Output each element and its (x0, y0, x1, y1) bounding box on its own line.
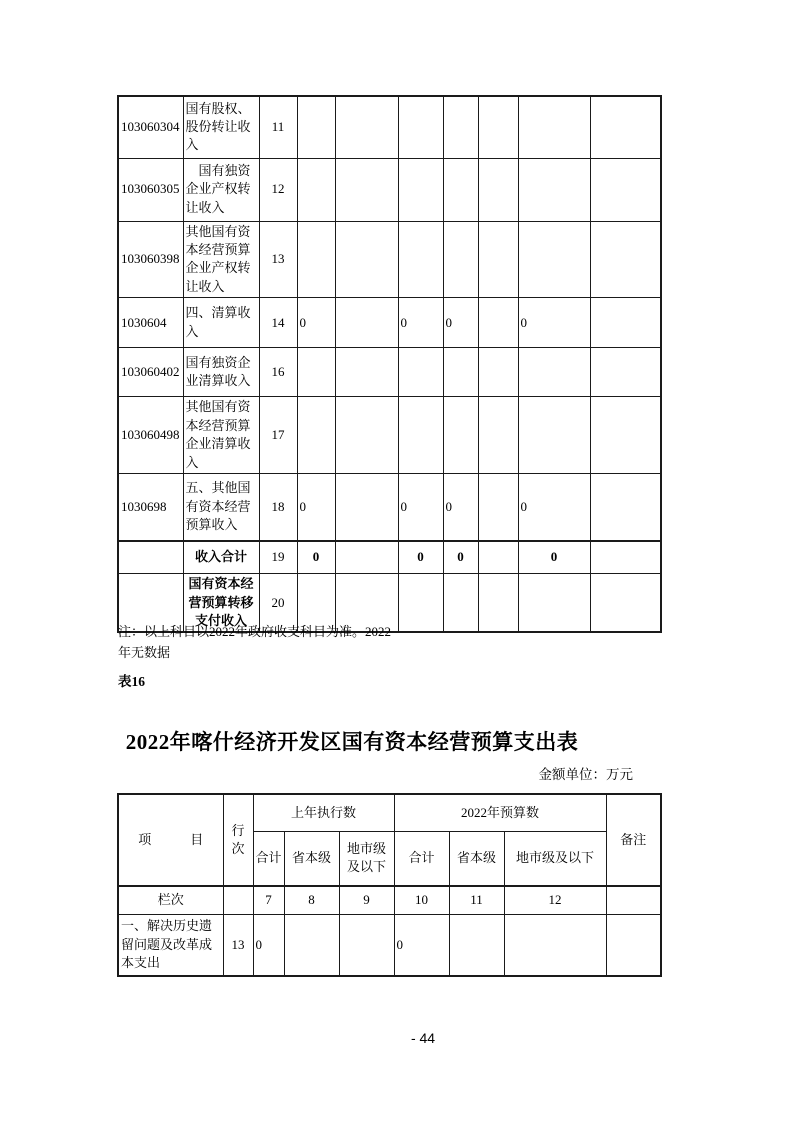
item-name-cell: 国有股权、股份转让收入 (183, 96, 259, 158)
value-cell-2 (335, 348, 398, 397)
value-cell-4 (443, 574, 478, 633)
value-cell-4: 0 (394, 914, 449, 976)
value-cell-3 (398, 221, 443, 298)
value-cell-2 (335, 221, 398, 298)
value-cell-4 (443, 158, 478, 221)
expense-table-row (118, 914, 661, 976)
remark-cell (590, 221, 661, 298)
line-no-cell: 19 (259, 541, 297, 574)
line-no-cell: 16 (259, 348, 297, 397)
value-cell-2 (335, 96, 398, 158)
value-cell-2 (335, 298, 398, 348)
income-table (117, 95, 662, 633)
value-cell-2 (284, 914, 339, 976)
header-budget-2022-cell: 2022年预算数 (394, 794, 606, 831)
value-cell-2 (335, 541, 398, 574)
value-cell-6 (504, 914, 606, 976)
code-cell: 103060398 (118, 221, 183, 298)
value-cell-1 (297, 397, 335, 474)
lanci-col9-cell: 9 (339, 886, 394, 914)
value-cell-3 (398, 96, 443, 158)
header-2022-total-cell: 合计 (394, 831, 449, 886)
header-2022-city-cell: 地市级及以下 (504, 831, 606, 886)
code-cell: 103060498 (118, 397, 183, 474)
value-cell-5 (478, 158, 518, 221)
value-cell-1: 0 (297, 541, 335, 574)
value-cell-2 (335, 474, 398, 541)
line-no-cell: 13 (223, 914, 253, 976)
code-cell: 103060402 (118, 348, 183, 397)
value-cell-4 (443, 397, 478, 474)
header-item-cell: 项 目 (118, 794, 223, 886)
item-name-cell: 国有独资企业产权转让收入 (183, 158, 259, 221)
value-cell-3: 0 (398, 298, 443, 348)
remark-cell (590, 574, 661, 633)
line-no-cell: 11 (259, 96, 297, 158)
lanci-empty-cell (223, 886, 253, 914)
value-cell-6: 0 (518, 541, 590, 574)
remark-cell (590, 474, 661, 541)
code-cell: 103060305 (118, 158, 183, 221)
header-line-no-cell: 行次 (223, 794, 253, 886)
value-cell-1 (297, 96, 335, 158)
income-table-row (118, 348, 661, 397)
line-no-cell: 13 (259, 221, 297, 298)
value-cell-3 (398, 158, 443, 221)
value-cell-6 (518, 348, 590, 397)
expense-table (117, 793, 662, 977)
line-no-cell: 18 (259, 474, 297, 541)
income-table-row (118, 298, 661, 348)
value-cell-4: 0 (443, 298, 478, 348)
lanci-remark-empty-cell (606, 886, 661, 914)
table-note-line1: 注：以上科目以2022年政府收支科目为准。2022 (118, 624, 392, 639)
income-table-row (118, 397, 661, 474)
code-cell: 1030698 (118, 474, 183, 541)
value-cell-5 (478, 397, 518, 474)
value-cell-5 (478, 348, 518, 397)
item-name-cell: 五、其他国有资本经营预算收入 (183, 474, 259, 541)
item-name-cell: 收入合计 (183, 541, 259, 574)
line-no-cell: 20 (259, 574, 297, 633)
header-prev-total-cell: 合计 (253, 831, 284, 886)
remark-cell (590, 158, 661, 221)
value-cell-3: 0 (398, 474, 443, 541)
header-2022-province-cell: 省本级 (449, 831, 504, 886)
code-cell (118, 541, 183, 574)
value-cell-3 (398, 348, 443, 397)
remark-cell (590, 397, 661, 474)
value-cell-5 (478, 298, 518, 348)
income-table-row (118, 221, 661, 298)
lanci-col10-cell: 10 (394, 886, 449, 914)
item-name-cell: 一、解决历史遗留问题及改革成本支出 (118, 914, 223, 976)
value-cell-5 (478, 96, 518, 158)
remark-cell (590, 96, 661, 158)
lanci-col7-cell: 7 (253, 886, 284, 914)
value-cell-3 (339, 914, 394, 976)
value-cell-6 (518, 158, 590, 221)
unit-label: 金额单位：万元 (538, 767, 633, 782)
value-cell-2 (335, 158, 398, 221)
value-cell-4 (443, 348, 478, 397)
value-cell-4: 0 (443, 474, 478, 541)
header-prev-province-cell: 省本级 (284, 831, 339, 886)
value-cell-1 (297, 348, 335, 397)
expense-table-title: 2022年喀什经济开发区国有资本经营预算支出表 (125, 730, 579, 754)
line-no-cell: 12 (259, 158, 297, 221)
header-remark-cell: 备注 (606, 794, 661, 886)
item-name-cell: 其他国有资本经营预算企业清算收入 (183, 397, 259, 474)
value-cell-1 (297, 221, 335, 298)
value-cell-5 (478, 221, 518, 298)
code-cell: 103060304 (118, 96, 183, 158)
value-cell-1: 0 (297, 298, 335, 348)
page-number: - 44 (410, 1030, 436, 1046)
value-cell-6 (518, 221, 590, 298)
table-note-line2: 年无数据 (118, 644, 171, 660)
income-table-row (118, 158, 661, 221)
expense-header-row-1 (118, 794, 661, 831)
value-cell-2 (335, 397, 398, 474)
value-cell-3 (398, 397, 443, 474)
lanci-col12-cell: 12 (504, 886, 606, 914)
income-table-row (118, 96, 661, 158)
remark-cell (590, 541, 661, 574)
item-name-cell: 其他国有资本经营预算企业产权转让收入 (183, 221, 259, 298)
code-cell: 1030604 (118, 298, 183, 348)
lanci-col8-cell: 8 (284, 886, 339, 914)
expense-lanci-row (118, 886, 661, 914)
value-cell-6 (518, 96, 590, 158)
value-cell-1: 0 (253, 914, 284, 976)
value-cell-6 (518, 397, 590, 474)
line-no-cell: 17 (259, 397, 297, 474)
value-cell-4 (443, 96, 478, 158)
value-cell-1 (297, 158, 335, 221)
value-cell-5 (478, 474, 518, 541)
value-cell-4 (443, 221, 478, 298)
income-table-row (118, 541, 661, 574)
table16-label: 表16 (118, 674, 145, 689)
header-prev-city-cell: 地市级及以下 (339, 831, 394, 886)
item-name-cell: 国有独资企业清算收入 (183, 348, 259, 397)
value-cell-1: 0 (297, 474, 335, 541)
remark-cell (606, 914, 661, 976)
lanci-col11-cell: 11 (449, 886, 504, 914)
income-table-row (118, 474, 661, 541)
value-cell-4: 0 (443, 541, 478, 574)
line-no-cell: 14 (259, 298, 297, 348)
value-cell-5 (478, 574, 518, 633)
item-name-cell: 国有资本经营预算转移支付收入 (183, 574, 259, 633)
remark-cell (590, 298, 661, 348)
header-prev-year-cell: 上年执行数 (253, 794, 394, 831)
item-name-cell: 四、清算收入 (183, 298, 259, 348)
value-cell-5 (449, 914, 504, 976)
value-cell-3: 0 (398, 541, 443, 574)
value-cell-6: 0 (518, 474, 590, 541)
value-cell-5 (478, 541, 518, 574)
lanci-label-cell: 栏次 (118, 886, 223, 914)
value-cell-6 (518, 574, 590, 633)
table-note (118, 622, 418, 664)
remark-cell (590, 348, 661, 397)
value-cell-6: 0 (518, 298, 590, 348)
